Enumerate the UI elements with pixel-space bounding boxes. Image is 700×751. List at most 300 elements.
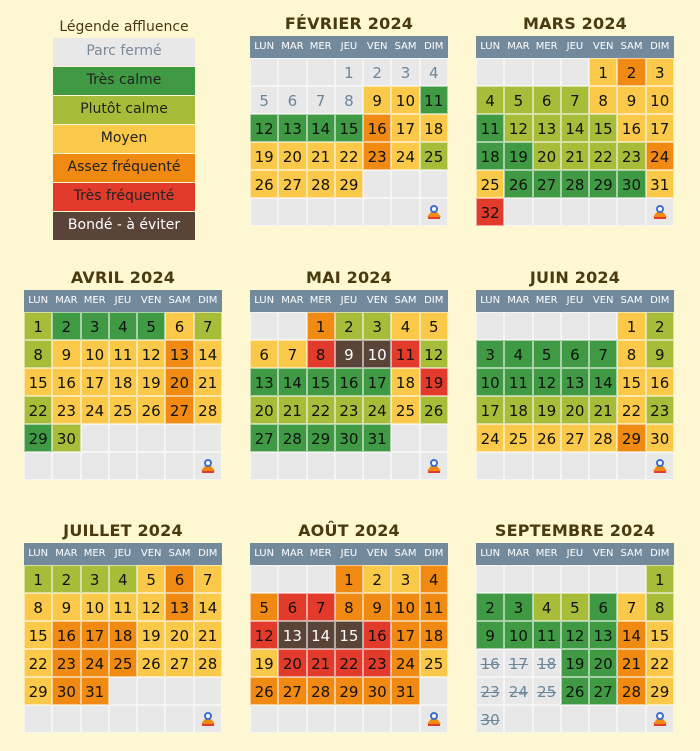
day-cell[interactable]: 28	[617, 677, 645, 705]
day-cell[interactable]: 23	[476, 677, 504, 705]
day-cell[interactable]: 6	[589, 593, 617, 621]
empty-cell	[250, 565, 278, 593]
day-cell[interactable]: 9	[476, 621, 504, 649]
day-cell[interactable]: 9	[363, 86, 391, 114]
day-cell[interactable]: 16	[476, 649, 504, 677]
day-cell[interactable]: 8	[589, 86, 617, 114]
empty-cell	[137, 424, 165, 452]
day-cell[interactable]: 24	[504, 677, 532, 705]
day-cell[interactable]: 29	[589, 170, 617, 198]
day-cell[interactable]: 17	[391, 114, 419, 142]
day-cell[interactable]: 15	[617, 368, 645, 396]
weekday-header	[476, 543, 674, 565]
day-cell[interactable]: 19	[561, 649, 589, 677]
empty-cell	[589, 705, 617, 733]
day-cell[interactable]: 27	[165, 396, 193, 424]
empty-cell	[278, 565, 306, 593]
weekday-label: LUN	[480, 295, 501, 306]
day-cell[interactable]: 10	[391, 593, 419, 621]
weekday-label: SAM	[620, 295, 643, 306]
day-cell[interactable]: 26	[137, 649, 165, 677]
legend-item-bonde: Bondé - à éviter	[53, 212, 195, 241]
day-cell[interactable]: 18	[504, 396, 532, 424]
day-cell[interactable]: 5	[137, 565, 165, 593]
empty-cell	[476, 452, 504, 480]
day-cell[interactable]: 30	[476, 705, 504, 733]
weekday-label: LUN	[28, 295, 49, 306]
day-cell[interactable]: 1	[307, 312, 335, 340]
day-cell[interactable]: 17	[476, 396, 504, 424]
day-cell[interactable]: 2	[52, 312, 80, 340]
day-cell[interactable]: 22	[24, 649, 52, 677]
day-cell[interactable]: 10	[504, 621, 532, 649]
day-cell[interactable]: 19	[250, 142, 278, 170]
day-cell[interactable]: 2	[476, 593, 504, 621]
day-cell[interactable]: 24	[81, 649, 109, 677]
day-cell[interactable]: 29	[646, 677, 674, 705]
empty-cell	[109, 677, 137, 705]
empty-cell	[335, 198, 363, 226]
day-cell[interactable]: 31	[81, 677, 109, 705]
day-cell[interactable]: 10	[391, 86, 419, 114]
day-cell[interactable]: 18	[476, 142, 504, 170]
day-cell[interactable]: 14	[307, 621, 335, 649]
day-cell[interactable]: 8	[335, 86, 363, 114]
day-cell[interactable]: 3	[476, 340, 504, 368]
weekday-label: SAM	[620, 41, 643, 52]
day-cell[interactable]: 11	[391, 340, 419, 368]
day-cell[interactable]: 2	[363, 58, 391, 86]
day-cell[interactable]: 31	[646, 170, 674, 198]
day-cell[interactable]: 11	[504, 368, 532, 396]
day-cell[interactable]: 5	[533, 340, 561, 368]
empty-cell	[165, 452, 193, 480]
day-cell[interactable]: 11	[533, 621, 561, 649]
day-cell[interactable]: 30	[646, 424, 674, 452]
empty-cell	[504, 452, 532, 480]
day-cell[interactable]: 2	[646, 312, 674, 340]
day-cell[interactable]: 22	[307, 396, 335, 424]
day-cell[interactable]: 15	[646, 621, 674, 649]
day-cell[interactable]: 12	[137, 593, 165, 621]
day-cell[interactable]: 3	[391, 58, 419, 86]
day-cell[interactable]: 8	[617, 340, 645, 368]
day-cell[interactable]: 1	[617, 312, 645, 340]
day-cell[interactable]: 23	[617, 142, 645, 170]
park-logo-icon	[646, 452, 674, 480]
day-cell[interactable]: 21	[561, 142, 589, 170]
empty-cell	[391, 170, 419, 198]
day-cell[interactable]: 24	[391, 142, 419, 170]
day-cell[interactable]: 26	[533, 424, 561, 452]
day-cell[interactable]: 29	[335, 170, 363, 198]
day-cell[interactable]: 19	[504, 142, 532, 170]
day-cell[interactable]: 23	[646, 396, 674, 424]
day-cell[interactable]: 28	[194, 396, 222, 424]
day-cell[interactable]: 20	[561, 396, 589, 424]
day-cell[interactable]: 17	[363, 368, 391, 396]
day-cell[interactable]: 12	[137, 340, 165, 368]
day-cell[interactable]: 31	[391, 677, 419, 705]
day-cell[interactable]: 5	[504, 86, 532, 114]
day-cell[interactable]: 5	[137, 312, 165, 340]
day-cell[interactable]: 31	[363, 424, 391, 452]
day-cell[interactable]: 27	[278, 677, 306, 705]
day-cell[interactable]: 12	[420, 340, 448, 368]
day-cell[interactable]: 27	[561, 424, 589, 452]
day-cell[interactable]: 14	[561, 114, 589, 142]
day-cell[interactable]: 6	[561, 340, 589, 368]
day-cell[interactable]: 20	[533, 142, 561, 170]
day-cell[interactable]: 17	[391, 621, 419, 649]
day-cell[interactable]: 9	[617, 86, 645, 114]
day-cell[interactable]: 22	[24, 396, 52, 424]
empty-cell	[533, 312, 561, 340]
day-cell[interactable]: 12	[250, 621, 278, 649]
day-cell[interactable]: 4	[504, 340, 532, 368]
day-cell[interactable]: 4	[476, 86, 504, 114]
day-cell[interactable]: 19	[137, 621, 165, 649]
day-cell[interactable]: 15	[24, 621, 52, 649]
empty-cell	[363, 198, 391, 226]
month-calendar	[24, 266, 222, 480]
day-cell[interactable]: 26	[250, 677, 278, 705]
day-cell[interactable]: 18	[533, 649, 561, 677]
month-calendar	[250, 519, 448, 733]
day-cell[interactable]: 28	[307, 170, 335, 198]
day-cell[interactable]: 25	[109, 396, 137, 424]
empty-cell	[250, 58, 278, 86]
day-cell[interactable]: 2	[363, 565, 391, 593]
day-cell[interactable]: 24	[646, 142, 674, 170]
day-cell[interactable]: 7	[307, 86, 335, 114]
day-cell[interactable]: 24	[476, 424, 504, 452]
day-cell[interactable]: 10	[646, 86, 674, 114]
day-cell[interactable]: 1	[589, 58, 617, 86]
day-cell[interactable]: 22	[589, 142, 617, 170]
day-cell[interactable]: 7	[194, 565, 222, 593]
day-cell[interactable]: 4	[109, 312, 137, 340]
day-cell[interactable]: 25	[109, 649, 137, 677]
day-cell[interactable]: 13	[278, 114, 306, 142]
day-cell[interactable]: 30	[617, 170, 645, 198]
day-cell[interactable]: 11	[420, 593, 448, 621]
day-cell[interactable]: 21	[194, 621, 222, 649]
day-cell[interactable]: 6	[165, 565, 193, 593]
day-cell[interactable]: 5	[250, 86, 278, 114]
empty-cell	[278, 58, 306, 86]
day-cell[interactable]: 29	[335, 677, 363, 705]
weekday-label: VEN	[140, 295, 162, 306]
empty-cell	[278, 452, 306, 480]
day-cell[interactable]: 3	[81, 312, 109, 340]
legend-item-tres-calme: Très calme	[53, 67, 195, 96]
day-cell[interactable]: 25	[420, 142, 448, 170]
weekday-label: MAR	[507, 295, 530, 306]
month-calendar	[476, 266, 674, 480]
day-cell[interactable]: 7	[561, 86, 589, 114]
day-cell[interactable]: 4	[420, 565, 448, 593]
day-cell[interactable]: 2	[335, 312, 363, 340]
empty-cell	[589, 452, 617, 480]
day-cell[interactable]: 3	[504, 593, 532, 621]
day-cell[interactable]: 30	[52, 424, 80, 452]
day-cell[interactable]: 16	[335, 368, 363, 396]
day-cell[interactable]: 13	[589, 621, 617, 649]
day-cell[interactable]: 1	[24, 565, 52, 593]
weekday-label: JEU	[566, 548, 584, 559]
day-cell[interactable]: 26	[250, 170, 278, 198]
day-cell[interactable]: 15	[24, 368, 52, 396]
day-cell[interactable]: 19	[420, 368, 448, 396]
empty-cell	[109, 452, 137, 480]
day-cell[interactable]: 15	[589, 114, 617, 142]
day-cell[interactable]: 7	[307, 593, 335, 621]
day-cell[interactable]: 14	[194, 593, 222, 621]
day-cell[interactable]: 28	[589, 424, 617, 452]
day-cell[interactable]: 24	[363, 396, 391, 424]
day-cell[interactable]: 18	[420, 114, 448, 142]
empty-cell	[617, 452, 645, 480]
empty-cell	[137, 677, 165, 705]
day-cell[interactable]: 20	[589, 649, 617, 677]
day-cell[interactable]: 14	[617, 621, 645, 649]
day-cell[interactable]: 1	[646, 565, 674, 593]
day-cell[interactable]: 1	[24, 312, 52, 340]
day-cell[interactable]: 24	[81, 396, 109, 424]
day-cell[interactable]: 20	[165, 621, 193, 649]
day-cell[interactable]: 19	[137, 368, 165, 396]
day-cell[interactable]: 13	[165, 340, 193, 368]
day-cell[interactable]: 27	[250, 424, 278, 452]
day-cell[interactable]: 19	[533, 396, 561, 424]
day-cell[interactable]: 8	[646, 593, 674, 621]
day-cell[interactable]: 12	[504, 114, 532, 142]
day-cell[interactable]: 3	[391, 565, 419, 593]
day-cell[interactable]: 3	[363, 312, 391, 340]
empty-cell	[589, 312, 617, 340]
day-cell[interactable]: 8	[335, 593, 363, 621]
day-cell[interactable]: 29	[24, 424, 52, 452]
day-cell[interactable]: 9	[335, 340, 363, 368]
day-cell[interactable]: 18	[109, 368, 137, 396]
day-cell[interactable]: 6	[250, 340, 278, 368]
day-cell[interactable]: 23	[363, 649, 391, 677]
day-cell[interactable]: 16	[617, 114, 645, 142]
weekday-header	[250, 36, 448, 58]
day-cell[interactable]: 23	[335, 396, 363, 424]
day-cell[interactable]: 17	[81, 621, 109, 649]
day-cell[interactable]: 17	[646, 114, 674, 142]
day-cell[interactable]: 28	[278, 424, 306, 452]
day-cell[interactable]: 14	[278, 368, 306, 396]
day-cell[interactable]: 28	[561, 170, 589, 198]
day-cell[interactable]: 7	[194, 312, 222, 340]
day-cell[interactable]: 8	[24, 593, 52, 621]
day-cell[interactable]: 28	[194, 649, 222, 677]
day-cell[interactable]: 16	[363, 621, 391, 649]
day-cell[interactable]: 6	[278, 593, 306, 621]
day-cell[interactable]: 4	[391, 312, 419, 340]
day-cell[interactable]: 30	[335, 424, 363, 452]
day-cell[interactable]: 9	[363, 593, 391, 621]
day-cell[interactable]: 21	[278, 396, 306, 424]
day-cell[interactable]: 11	[476, 114, 504, 142]
day-cell[interactable]: 10	[81, 593, 109, 621]
month-calendar	[24, 519, 222, 733]
day-cell[interactable]: 16	[52, 621, 80, 649]
day-cell[interactable]: 2	[617, 58, 645, 86]
day-cell[interactable]: 14	[589, 368, 617, 396]
day-cell[interactable]: 27	[533, 170, 561, 198]
day-cell[interactable]: 29	[307, 424, 335, 452]
day-cell[interactable]: 20	[165, 368, 193, 396]
day-cell[interactable]: 21	[617, 649, 645, 677]
day-cell[interactable]: 26	[504, 170, 532, 198]
day-cell[interactable]: 6	[165, 312, 193, 340]
empty-cell	[476, 312, 504, 340]
day-cell[interactable]: 14	[194, 340, 222, 368]
day-cell[interactable]: 20	[278, 649, 306, 677]
day-cell[interactable]: 7	[589, 340, 617, 368]
day-cell[interactable]: 5	[420, 312, 448, 340]
day-cell[interactable]: 4	[533, 593, 561, 621]
day-cell[interactable]: 8	[24, 340, 52, 368]
weekday-label: JEU	[566, 41, 584, 52]
day-cell[interactable]: 9	[52, 340, 80, 368]
day-cell[interactable]: 21	[194, 368, 222, 396]
day-cell[interactable]: 13	[561, 368, 589, 396]
weekday-label: MER	[83, 548, 106, 559]
day-cell[interactable]: 18	[109, 621, 137, 649]
empty-cell	[589, 565, 617, 593]
weekday-label: JEU	[114, 295, 132, 306]
day-cell[interactable]: 20	[278, 142, 306, 170]
day-cell[interactable]: 24	[391, 649, 419, 677]
day-cell[interactable]: 8	[307, 340, 335, 368]
day-cell[interactable]: 16	[363, 114, 391, 142]
empty-cell	[81, 424, 109, 452]
day-cell[interactable]: 25	[420, 649, 448, 677]
day-cell[interactable]: 13	[278, 621, 306, 649]
day-cell[interactable]: 9	[52, 593, 80, 621]
day-cell[interactable]: 6	[278, 86, 306, 114]
day-cell[interactable]: 26	[420, 396, 448, 424]
day-cell[interactable]: 4	[420, 58, 448, 86]
day-cell[interactable]: 26	[137, 396, 165, 424]
day-cell[interactable]: 18	[391, 368, 419, 396]
weekday-label: MAR	[507, 41, 530, 52]
park-logo-icon	[646, 705, 674, 733]
day-cell[interactable]: 3	[646, 58, 674, 86]
day-cell[interactable]: 4	[109, 565, 137, 593]
day-cell[interactable]: 25	[504, 424, 532, 452]
day-cell[interactable]: 1	[335, 58, 363, 86]
empty-cell	[278, 705, 306, 733]
day-cell[interactable]: 15	[335, 114, 363, 142]
day-cell[interactable]: 2	[52, 565, 80, 593]
day-cell[interactable]: 23	[52, 396, 80, 424]
day-cell[interactable]: 25	[391, 396, 419, 424]
day-cell[interactable]: 10	[476, 368, 504, 396]
day-cell[interactable]: 18	[420, 621, 448, 649]
day-cell[interactable]: 21	[589, 396, 617, 424]
empty-cell	[307, 705, 335, 733]
day-cell[interactable]: 14	[307, 114, 335, 142]
day-cell[interactable]: 11	[420, 86, 448, 114]
day-cell[interactable]: 17	[81, 368, 109, 396]
weekday-label: VEN	[366, 295, 388, 306]
day-cell[interactable]: 25	[533, 677, 561, 705]
day-cell[interactable]: 11	[109, 593, 137, 621]
day-cell[interactable]: 13	[250, 368, 278, 396]
month-title: MARS 2024	[522, 14, 628, 33]
day-cell[interactable]: 30	[363, 677, 391, 705]
day-cell[interactable]: 29	[617, 424, 645, 452]
legend-title: Légende affluence	[59, 19, 189, 35]
day-cell[interactable]: 25	[476, 170, 504, 198]
day-cell[interactable]: 27	[165, 649, 193, 677]
day-cell[interactable]: 12	[533, 368, 561, 396]
weekday-label: MAR	[281, 548, 304, 559]
day-cell[interactable]: 22	[335, 649, 363, 677]
day-cell[interactable]: 10	[81, 340, 109, 368]
day-cell[interactable]: 29	[24, 677, 52, 705]
day-cell[interactable]: 10	[363, 340, 391, 368]
day-cell[interactable]: 11	[109, 340, 137, 368]
empty-cell	[52, 705, 80, 733]
empty-cell	[250, 452, 278, 480]
day-cell[interactable]: 17	[504, 649, 532, 677]
weekday-label: DIM	[650, 295, 670, 306]
day-cell[interactable]: 22	[646, 649, 674, 677]
day-cell[interactable]: 27	[278, 170, 306, 198]
day-cell[interactable]: 6	[533, 86, 561, 114]
day-cell[interactable]: 7	[278, 340, 306, 368]
day-cell[interactable]: 21	[307, 142, 335, 170]
day-cell[interactable]: 32	[476, 198, 504, 226]
day-cell[interactable]: 15	[307, 368, 335, 396]
day-cell[interactable]: 21	[307, 649, 335, 677]
day-cell[interactable]: 13	[165, 593, 193, 621]
day-cell[interactable]: 22	[335, 142, 363, 170]
day-cell[interactable]: 12	[561, 621, 589, 649]
day-cell[interactable]: 5	[250, 593, 278, 621]
weekday-label: SAM	[394, 295, 417, 306]
day-cell[interactable]: 15	[335, 621, 363, 649]
day-cell[interactable]: 26	[561, 677, 589, 705]
day-cell[interactable]: 27	[589, 677, 617, 705]
day-cell[interactable]: 9	[646, 340, 674, 368]
day-cell[interactable]: 22	[617, 396, 645, 424]
day-cell[interactable]: 16	[646, 368, 674, 396]
day-cell[interactable]: 23	[363, 142, 391, 170]
day-cell[interactable]: 1	[335, 565, 363, 593]
day-cell[interactable]: 20	[250, 396, 278, 424]
day-cell[interactable]: 28	[307, 677, 335, 705]
day-cell[interactable]: 7	[617, 593, 645, 621]
day-cell[interactable]: 13	[533, 114, 561, 142]
day-cell[interactable]: 19	[250, 649, 278, 677]
day-cell[interactable]: 16	[52, 368, 80, 396]
day-cell[interactable]: 30	[52, 677, 80, 705]
day-cell[interactable]: 5	[561, 593, 589, 621]
day-cell[interactable]: 3	[81, 565, 109, 593]
day-cell[interactable]: 23	[52, 649, 80, 677]
empty-cell	[307, 198, 335, 226]
weekday-label: SAM	[394, 41, 417, 52]
day-cell[interactable]: 12	[250, 114, 278, 142]
